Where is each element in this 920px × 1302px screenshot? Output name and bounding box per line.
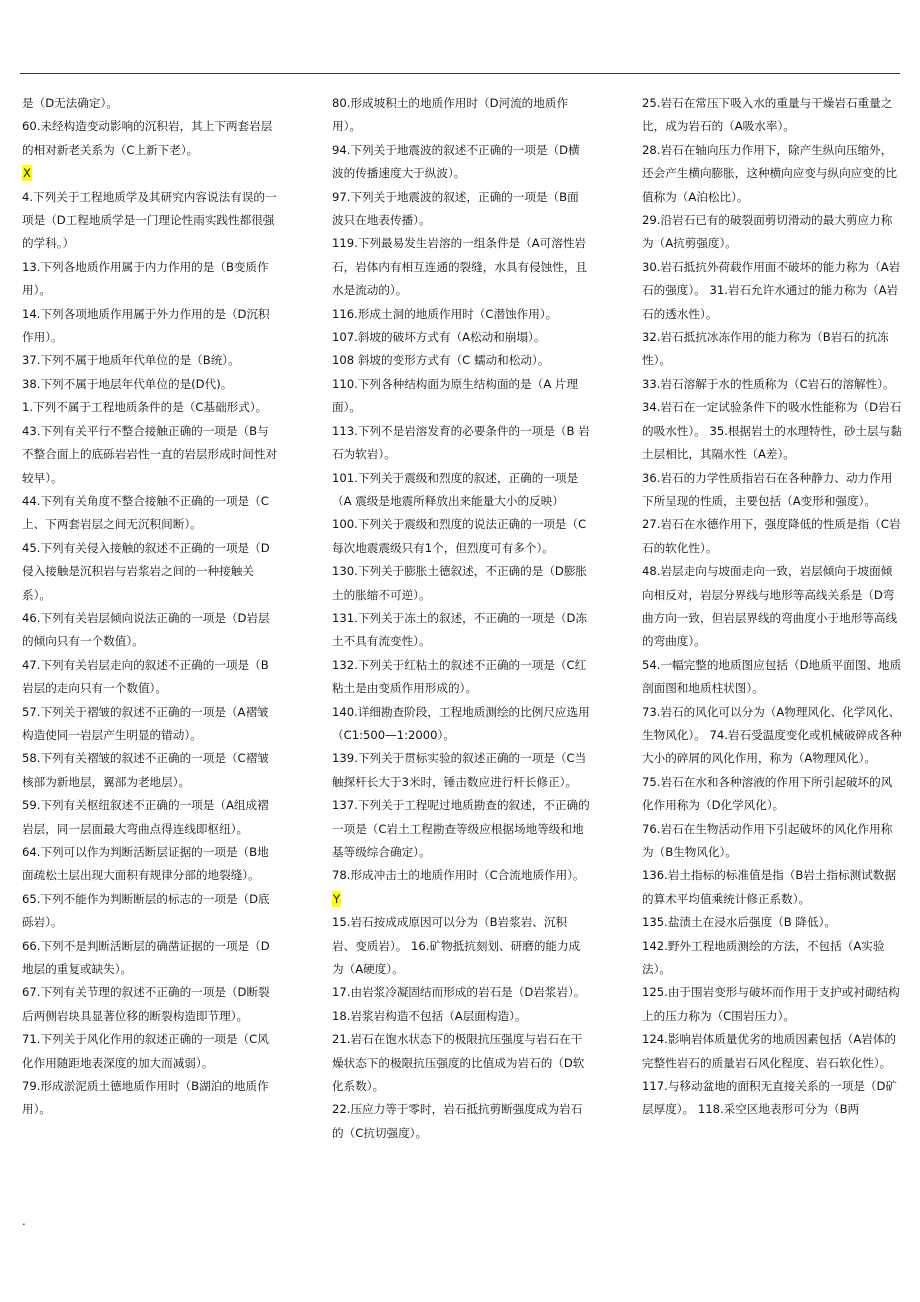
- footer-dot: .: [22, 1214, 26, 1228]
- question-item: 117.与移动盆地的面积无直接关系的一项是（D矿层厚度）。 118.采空区地表形可分为（B两: [642, 1079, 898, 1117]
- question-item: 137.下列关于工程呢过地质勘查的叙述，不正确的一项是（C岩土工程勘查等级应根据场地等级和地基等级综合确定）。: [332, 798, 590, 859]
- question-item: 75.岩石在水和各种溶液的作用下所引起破坏的风化作用称为（D化学风化）。: [642, 774, 893, 813]
- question-item: 67.下列有关节理的叙述不正确的一项是（D断裂后两侧岩块具显著位移的断裂构造即节理）。: [22, 985, 270, 1023]
- question-item: 33.岩石溶解于水的性质称为（C岩石的溶解性）。: [642, 376, 895, 391]
- question-item: 65.下列不能作为判断断层的标志的一项是（D底砾岩）。: [22, 891, 270, 930]
- section-heading-x: [22, 162, 278, 185]
- question-item: 54.一幅完整的地质图应包括（D地质平面图、地质剖面图和地质柱状图）。: [642, 657, 902, 696]
- question-item: 15.岩石按成成原因可以分为（B岩浆岩、沉积岩、变质岩）。 16.矿物抵抗刻划、研磨的能力成为（A硬度）。: [332, 915, 581, 977]
- column-2: [332, 92, 590, 1145]
- question-item: 30.岩石抵抗外荷载作用面不破坏的能力称为（A岩石的强度）。 31.岩石允许水通过的能力称为（A岩石的透水性）。: [642, 259, 901, 321]
- question-item: 125.由于围岩变形与破坏而作用于支护或衬砌结构上的压力称为（C围岩压力）。: [642, 985, 900, 1023]
- question-item: 94.下列关于地震波的叙述不正确的一项是（D横波的传播速度大于纵波）。: [332, 142, 580, 181]
- question-item: 4.下列关于工程地质学及其研究内容说法有误的一项是（D工程地质学是一门理论性雨实践性都很强的学科。）: [22, 189, 277, 251]
- question-item: 13.下列各地质作用属于内力作用的是（B变质作用）。: [22, 259, 269, 298]
- question-item: 58.下列有关褶皱的叙述不正确的一项是（C褶皱核部为新地层，翼部为老地层）。: [22, 751, 269, 789]
- question-item: 14.下列各项地质作用属于外力作用的是（D沉积作用）。: [22, 306, 270, 345]
- section-heading-y: [332, 888, 590, 911]
- question-item: 32.岩石抵抗冰冻作用的能力称为（B岩石的抗冻性）。: [642, 330, 889, 368]
- question-item: 48.岩层走向与坡面走向一致，岩层倾向于坡面倾向相反对，岩层分界线与地形等高线关系是（D弯曲方向一致，但岩层界线的弯曲度小于地形等高线的弯曲度）。: [642, 564, 898, 649]
- question-item: 97.下列关于地震波的叙述，正确的一项是（B面波只在地表传播）。: [332, 189, 579, 228]
- question-item: 107.斜坡的破坏方式有（A松动和崩塌）。: [332, 330, 546, 345]
- question-item: 78.形成冲击土的地质作用时（C合流地质作用）。: [332, 868, 585, 883]
- section-marker-highlight: Y: [333, 891, 341, 906]
- question-item: 64.下列可以作为判断活断层证据的一项是（B地面疏松土层出现大面积有规律分部的地裂缝）。: [22, 845, 269, 883]
- section-marker-highlight: X: [23, 166, 31, 181]
- question-item: 132.下列关于红粘土的叙述不正确的一项是（C红粘土是由变质作用形成的）。: [332, 657, 587, 696]
- question-item: 1.下列不属于工程地质条件的是（C基础形式）。: [22, 400, 268, 415]
- question-item: 73.岩石的风化可以分为（A物理风化、化学风化、生物风化）。 74.岩石受温度变化或机械破碎成各种大小的碎屑的风化作用，称为（A物理风化）。: [642, 704, 902, 766]
- question-item: 140.详细勘查阶段，工程地质测绘的比例尺应选用（C1:500—1:2000）。: [332, 704, 590, 742]
- question-item: 34.岩石在一定试验条件下的吸水性能称为（D岩石的吸水性）。 35.根据岩土的水理特性，砂土层与黏土层相比，其隔水性（A差）。: [642, 400, 902, 462]
- question-item: 59.下列有关枢纽叙述不正确的一项是（A组成褶岩层，同一层面最大弯曲点得连线即枢纽）。: [22, 798, 269, 836]
- question-item: 71.下列关于风化作用的叙述正确的一项是（C风化作用随距地表深度的加大而减弱）。: [22, 1032, 269, 1070]
- question-item: 是（D无法确定）。: [22, 96, 118, 110]
- question-item: 79.形成淤泥质土德地质作用时（B湖泊的地质作用）。: [22, 1079, 269, 1117]
- question-item: 47.下列有关岩层走向的叙述不正确的一项是（B岩层的走向只有一个数值）。: [22, 657, 269, 696]
- question-item: 100.下列关于震级和烈度的说法正确的一项是（C每次地震震级只有1个，但烈度可有多个）。: [332, 517, 587, 555]
- header-rule: [20, 73, 900, 74]
- question-item: 17.由岩浆冷凝固结而形成的岩石是（D岩浆岩）。: [332, 985, 586, 1000]
- question-item: 101.下列关于震级和烈度的叙述，正确的一项是（A 震级是地震所释放出来能量大小的反映）: [332, 470, 579, 508]
- question-item: 142.野外工程地质测绘的方法，不包括（A实验法）。: [642, 938, 885, 977]
- question-item: 124.影响岩体质量优劣的地质因素包括（A岩体的完整性岩石的质量岩石风化程度、岩石软化性）。: [642, 1032, 897, 1070]
- question-item: 66.下列不是判断活断层的确凿证据的一项是（D地层的重复或缺失）。: [22, 938, 270, 977]
- question-item: 45.下列有关侵入接触的叙述不正确的一项是（D侵入接触是沉积岩与岩浆岩之间的一种接触关系）。: [22, 540, 270, 602]
- question-item: 46.下列有关岩层倾向说法正确的一项是（D岩层的倾向只有一个数值）。: [22, 610, 270, 649]
- question-item: 44.下列有关角度不整合接触不正确的一项是（C上、下两套岩层之间无沉积间断）。: [22, 493, 269, 532]
- question-item: 21.岩石在饱水状态下的极限抗压强度与岩石在干燥状态下的极限抗压强度的比值成为岩石的（D软化系数）。: [332, 1032, 585, 1094]
- question-item: 28.岩石在轴向压力作用下，除产生纵向压缩外，还会产生横向膨胀，这种横向应变与纵向应变的比值称为（A泊松比）。: [642, 142, 898, 204]
- question-item: 80.形成坡积土的地质作用时（D河流的地质作用）。: [332, 96, 569, 134]
- question-item: 38.下列不属于地层年代单位的是(D代)。: [22, 376, 233, 391]
- question-item: 60.未经构造变动影响的沉积岩，其上下两套岩层的相对新老关系为（C上新下老）。: [22, 119, 273, 157]
- question-item: 130.下列关于膨胀土德叙述，不正确的是（D膨胀土的胀缩不可逆）。: [332, 564, 588, 602]
- question-item: 29.沿岩石已有的破裂面剪切滑动的最大剪应力称为（A抗剪强度）。: [642, 213, 893, 251]
- question-item: 43.下列有关平行不整合接触正确的一项是（B与不整合面上的底砾岩岩性一直的岩层形成时间性对较早）。: [22, 423, 278, 485]
- question-item: 25.岩石在常压下吸入水的重量与干燥岩石重量之比，成为岩石的（A吸水率）。: [642, 96, 893, 134]
- question-item: 108 斜坡的变形方式有（C 蠕动和松动）。: [332, 353, 550, 368]
- question-item: 76.岩石在生物活动作用下引起破坏的风化作用称为（B生物风化）。: [642, 821, 893, 859]
- question-item: 110.下列各种结构面为原生结构面的是（A 片理面）。: [332, 376, 579, 415]
- question-item: 22.压应力等于零时，岩石抵抗剪断强度成为岩石的（C抗切强度）。: [332, 1102, 583, 1140]
- question-item: 18.岩浆岩构造不包括（A层面构造）。: [332, 1008, 527, 1023]
- question-item: 36.岩石的力学性质指岩石在各种静力、动力作用下所呈现的性质，主要包括（A变形和强度）。: [642, 470, 893, 508]
- column-1: [22, 92, 278, 1122]
- question-item: 57.下列关于褶皱的叙述不正确的一项是（A褶皱构造使同一岩层产生明显的错动）。: [22, 704, 269, 742]
- question-item: 37.下列不属于地质年代单位的是（B统）。: [22, 353, 240, 368]
- question-item: 135.盐渍土在浸水后强度（B 降低）。: [642, 915, 836, 930]
- question-item: 139.下列关于贯标实验的叙述正确的一项是（C当触探杆长大于3米时，锤击数应进行杆长修正）。: [332, 751, 587, 789]
- question-item: 27.岩石在水德作用下，强度降低的性质是指（C岩石的软化性）。: [642, 517, 901, 555]
- question-item: 116.形成土洞的地质作用时（C潜蚀作用）。: [332, 306, 558, 321]
- column-3: [642, 92, 902, 1122]
- question-item: 113.下列不是岩溶发育的必要条件的一项是（B 岩石为软岩）。: [332, 423, 590, 462]
- question-item: 131.下列关于冻土的叙述，不正确的一项是（D冻土不具有流变性）。: [332, 610, 588, 649]
- question-item: 136.岩土指标的标准值是指（B岩土指标测试数据的算术平均值乘统计修正系数）。: [642, 868, 897, 906]
- question-item: 119.下列最易发生岩溶的一组条件是（A可溶性岩石，岩体内有相互连通的裂缝，水具有侵蚀性，且水是流动的）。: [332, 236, 588, 298]
